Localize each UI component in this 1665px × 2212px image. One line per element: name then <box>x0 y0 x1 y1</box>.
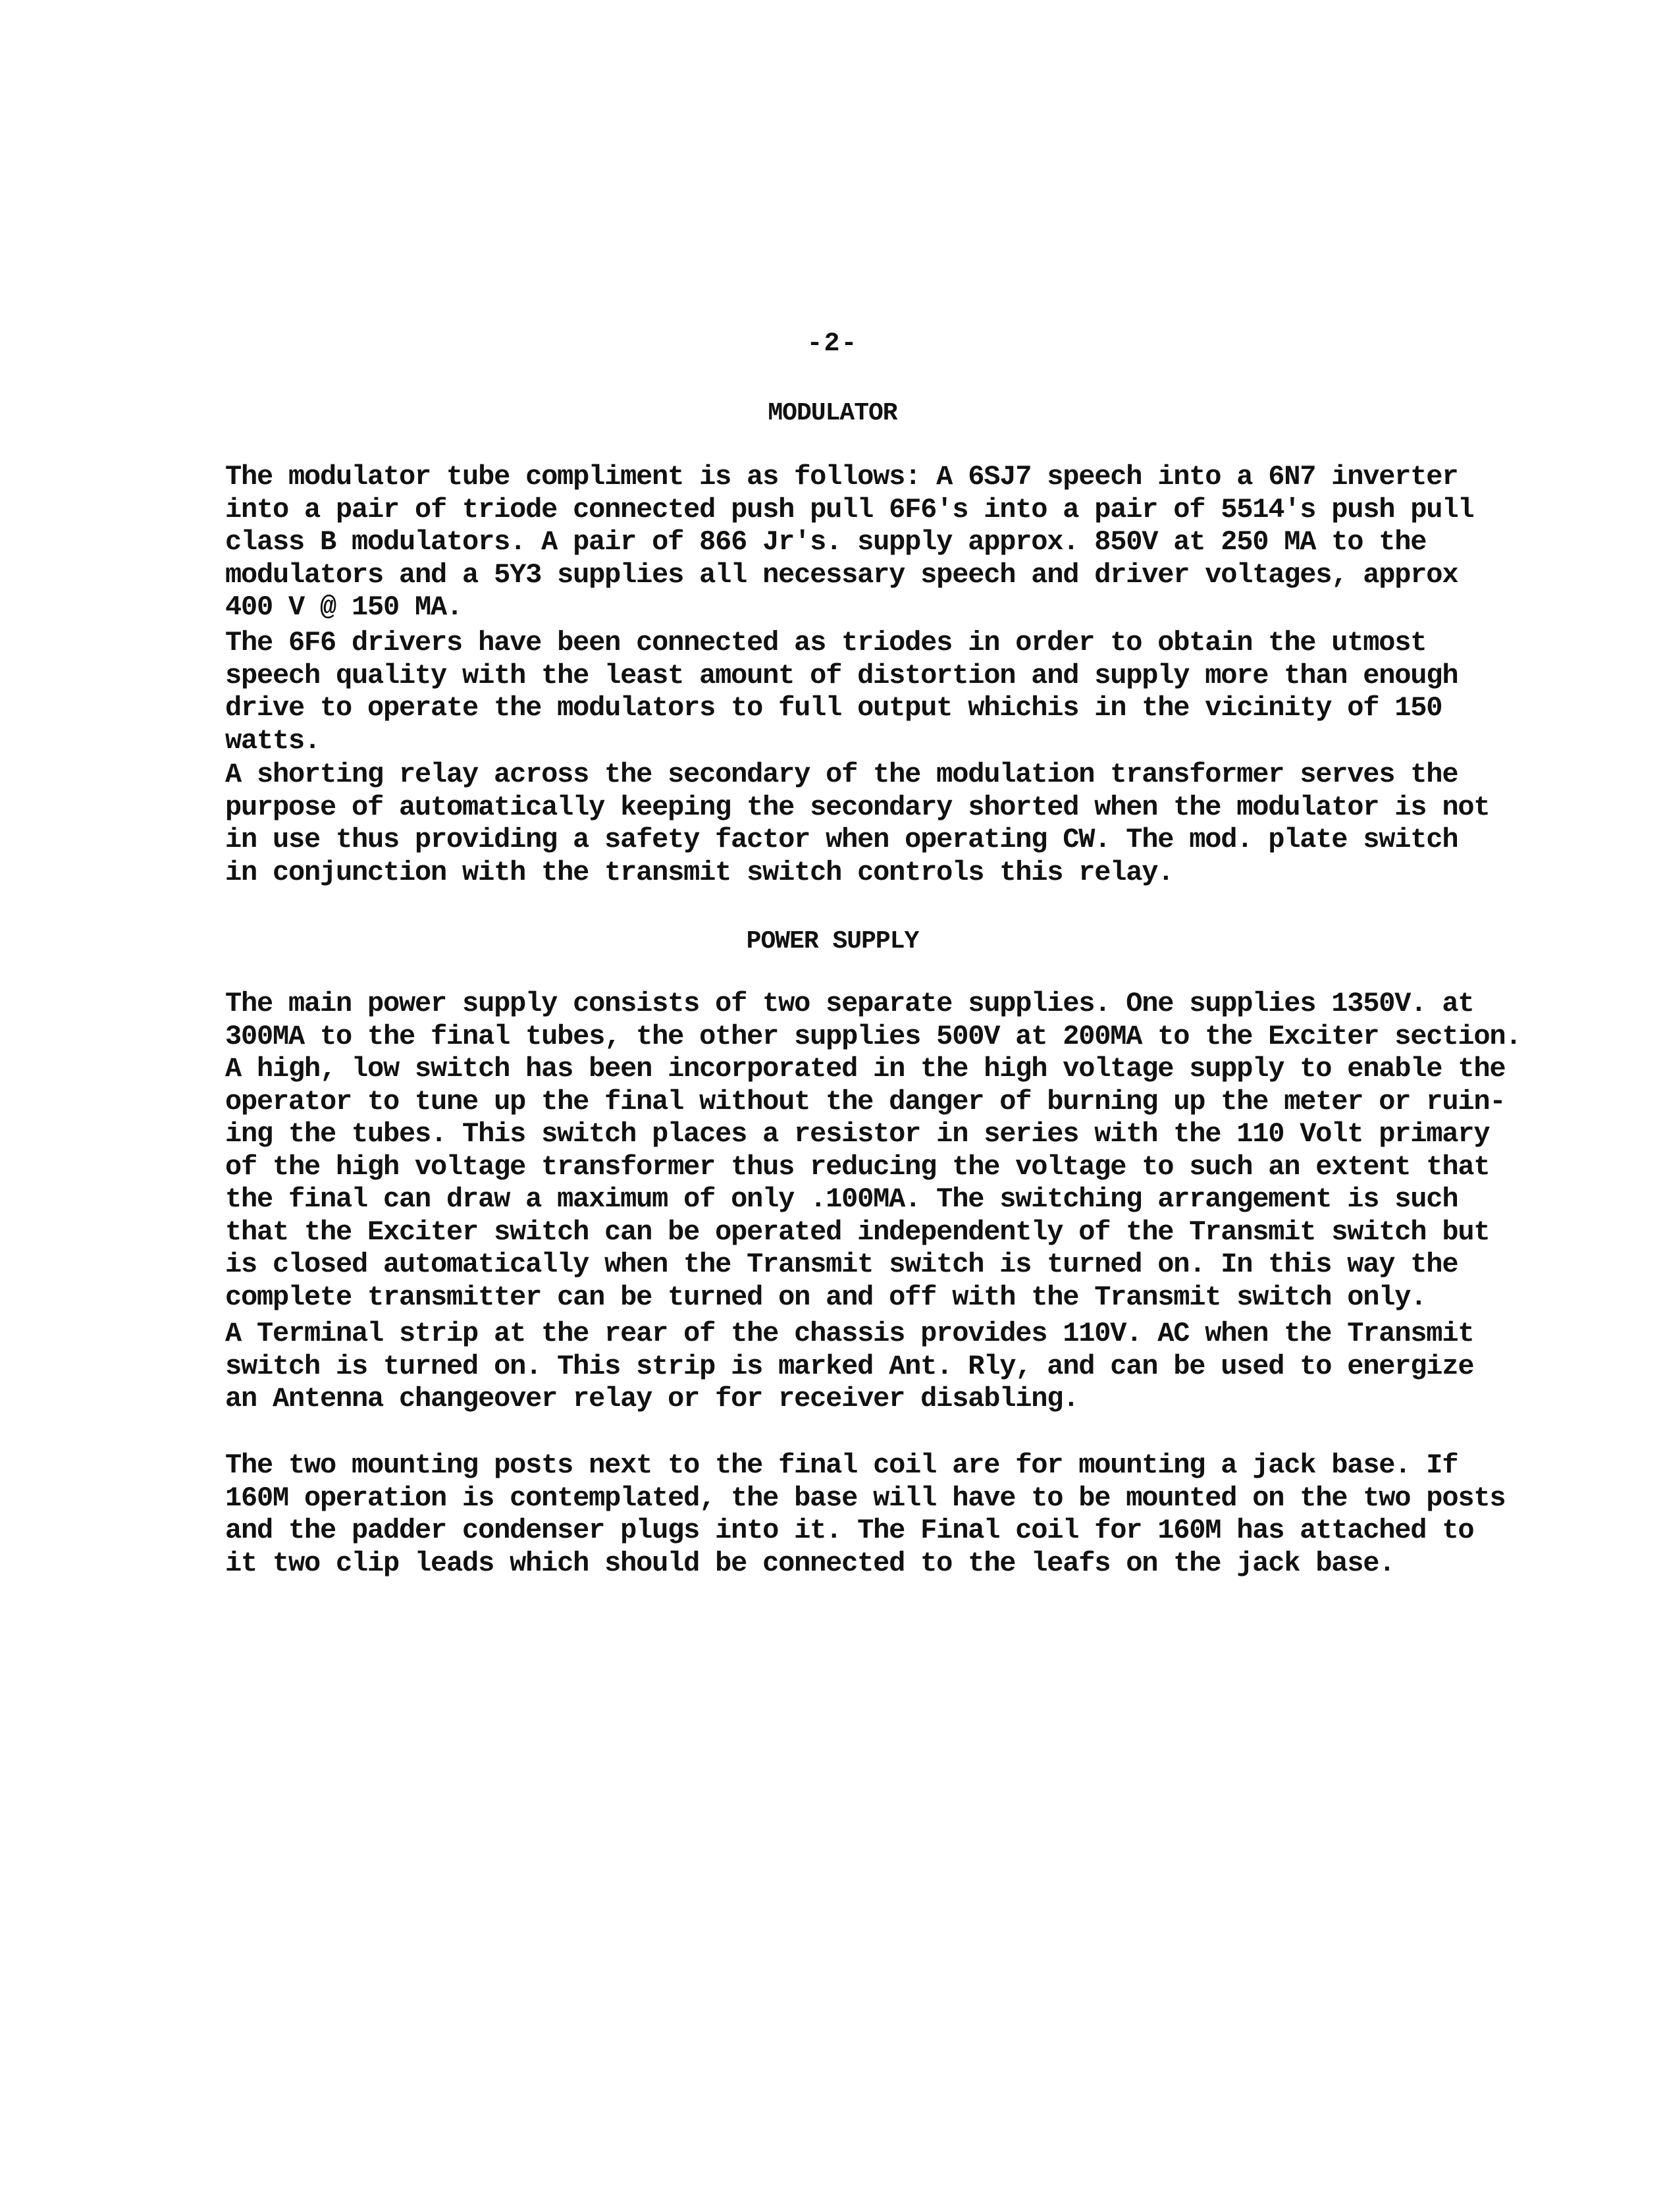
section-heading-power-supply: POWER SUPPLY <box>746 927 919 956</box>
text-line: of the high voltage transformer thus reducing the voltage to such an extent that <box>225 1150 1490 1183</box>
paragraph-modulator-relay <box>225 759 1489 889</box>
text-line: modulators and a 5Y3 supplies all necessary speech and driver voltages, approx <box>225 558 1458 591</box>
text-line: purpose of automatically keeping the secondary shorted when the modulator is not <box>225 791 1490 823</box>
paragraph-modulator-drivers <box>225 627 1458 757</box>
text-line: switch is turned on. This strip is marked Ant. Rly, and can be used to energize <box>225 1350 1474 1382</box>
paragraph-modulator-tubes <box>225 461 1473 624</box>
text-line: that the Exciter switch can be operated independently of the Transmit switch but <box>225 1216 1490 1248</box>
text-line: and the padder condenser plugs into it. The Final coil for 160M has attached to <box>225 1515 1474 1546</box>
text-line: 300MA to the final tubes, the other supplies 500V at 200MA to the Exciter section. <box>225 1020 1521 1052</box>
paragraph-power-terminal-strip <box>225 1318 1473 1416</box>
text-line: 160M operation is contemplated, the base will have to be mounted on the two posts <box>225 1482 1506 1514</box>
text-line: in conjunction with the transmit switch controls this relay. <box>225 856 1174 888</box>
text-line: class B modulators. A pair of 866 Jr's. supply approx. 850V at 250 MA to the <box>225 526 1427 558</box>
text-line: in use thus providing a safety factor when operating CW. The mod. plate switch <box>225 824 1458 855</box>
text-line: A high, low switch has been incorporated in the high voltage supply to enable the <box>225 1053 1506 1085</box>
text-line: 400 V @ 150 MA. <box>225 591 463 623</box>
text-line: The main power supply consists of two separate supplies. One supplies 1350V. at <box>225 988 1474 1019</box>
text-line: A shorting relay across the secondary of the modulation transformer serves the <box>225 759 1458 790</box>
text-line: it two clip leads which should be connected to the leafs on the jack base. <box>225 1547 1395 1579</box>
text-line: speech quality with the least amount of distortion and supply more than enough <box>225 659 1458 691</box>
page-number: -2- <box>806 329 859 359</box>
section-heading-modulator: MODULATOR <box>768 399 897 427</box>
text-line: ing the tubes. This switch places a resistor in series with the 110 Volt primary <box>225 1118 1490 1150</box>
text-line: an Antenna changeover relay or for receiver disabling. <box>225 1383 1079 1415</box>
text-line: The 6F6 drivers have been connected as triodes in order to obtain the utmost <box>225 627 1427 659</box>
paragraph-power-mounting-posts <box>225 1449 1505 1580</box>
paragraph-power-main <box>225 988 1521 1314</box>
text-line: the final can draw a maximum of only .100MA. The switching arrangement is such <box>225 1183 1458 1215</box>
text-line: into a pair of triode connected push pull 6F6's into a pair of 5514's push pull <box>225 493 1474 526</box>
text-line: drive to operate the modulators to full output whichis in the vicinity of 150 <box>225 692 1442 724</box>
text-line: operator to tune up the final without the danger of burning up the meter or ruin- <box>225 1085 1506 1118</box>
text-line: is closed automatically when the Transmit switch is turned on. In this way the <box>225 1249 1458 1280</box>
text-line: The two mounting posts next to the final coil are for mounting a jack base. If <box>225 1449 1458 1481</box>
text-line: The modulator tube compliment is as follows: A 6SJ7 speech into a 6N7 inverter <box>225 461 1458 493</box>
text-line: complete transmitter can be turned on and off with the Transmit switch only. <box>225 1281 1427 1313</box>
text-line: watts. <box>225 724 321 757</box>
text-line: A Terminal strip at the rear of the chassis provides 110V. AC when the Transmit <box>225 1318 1474 1349</box>
